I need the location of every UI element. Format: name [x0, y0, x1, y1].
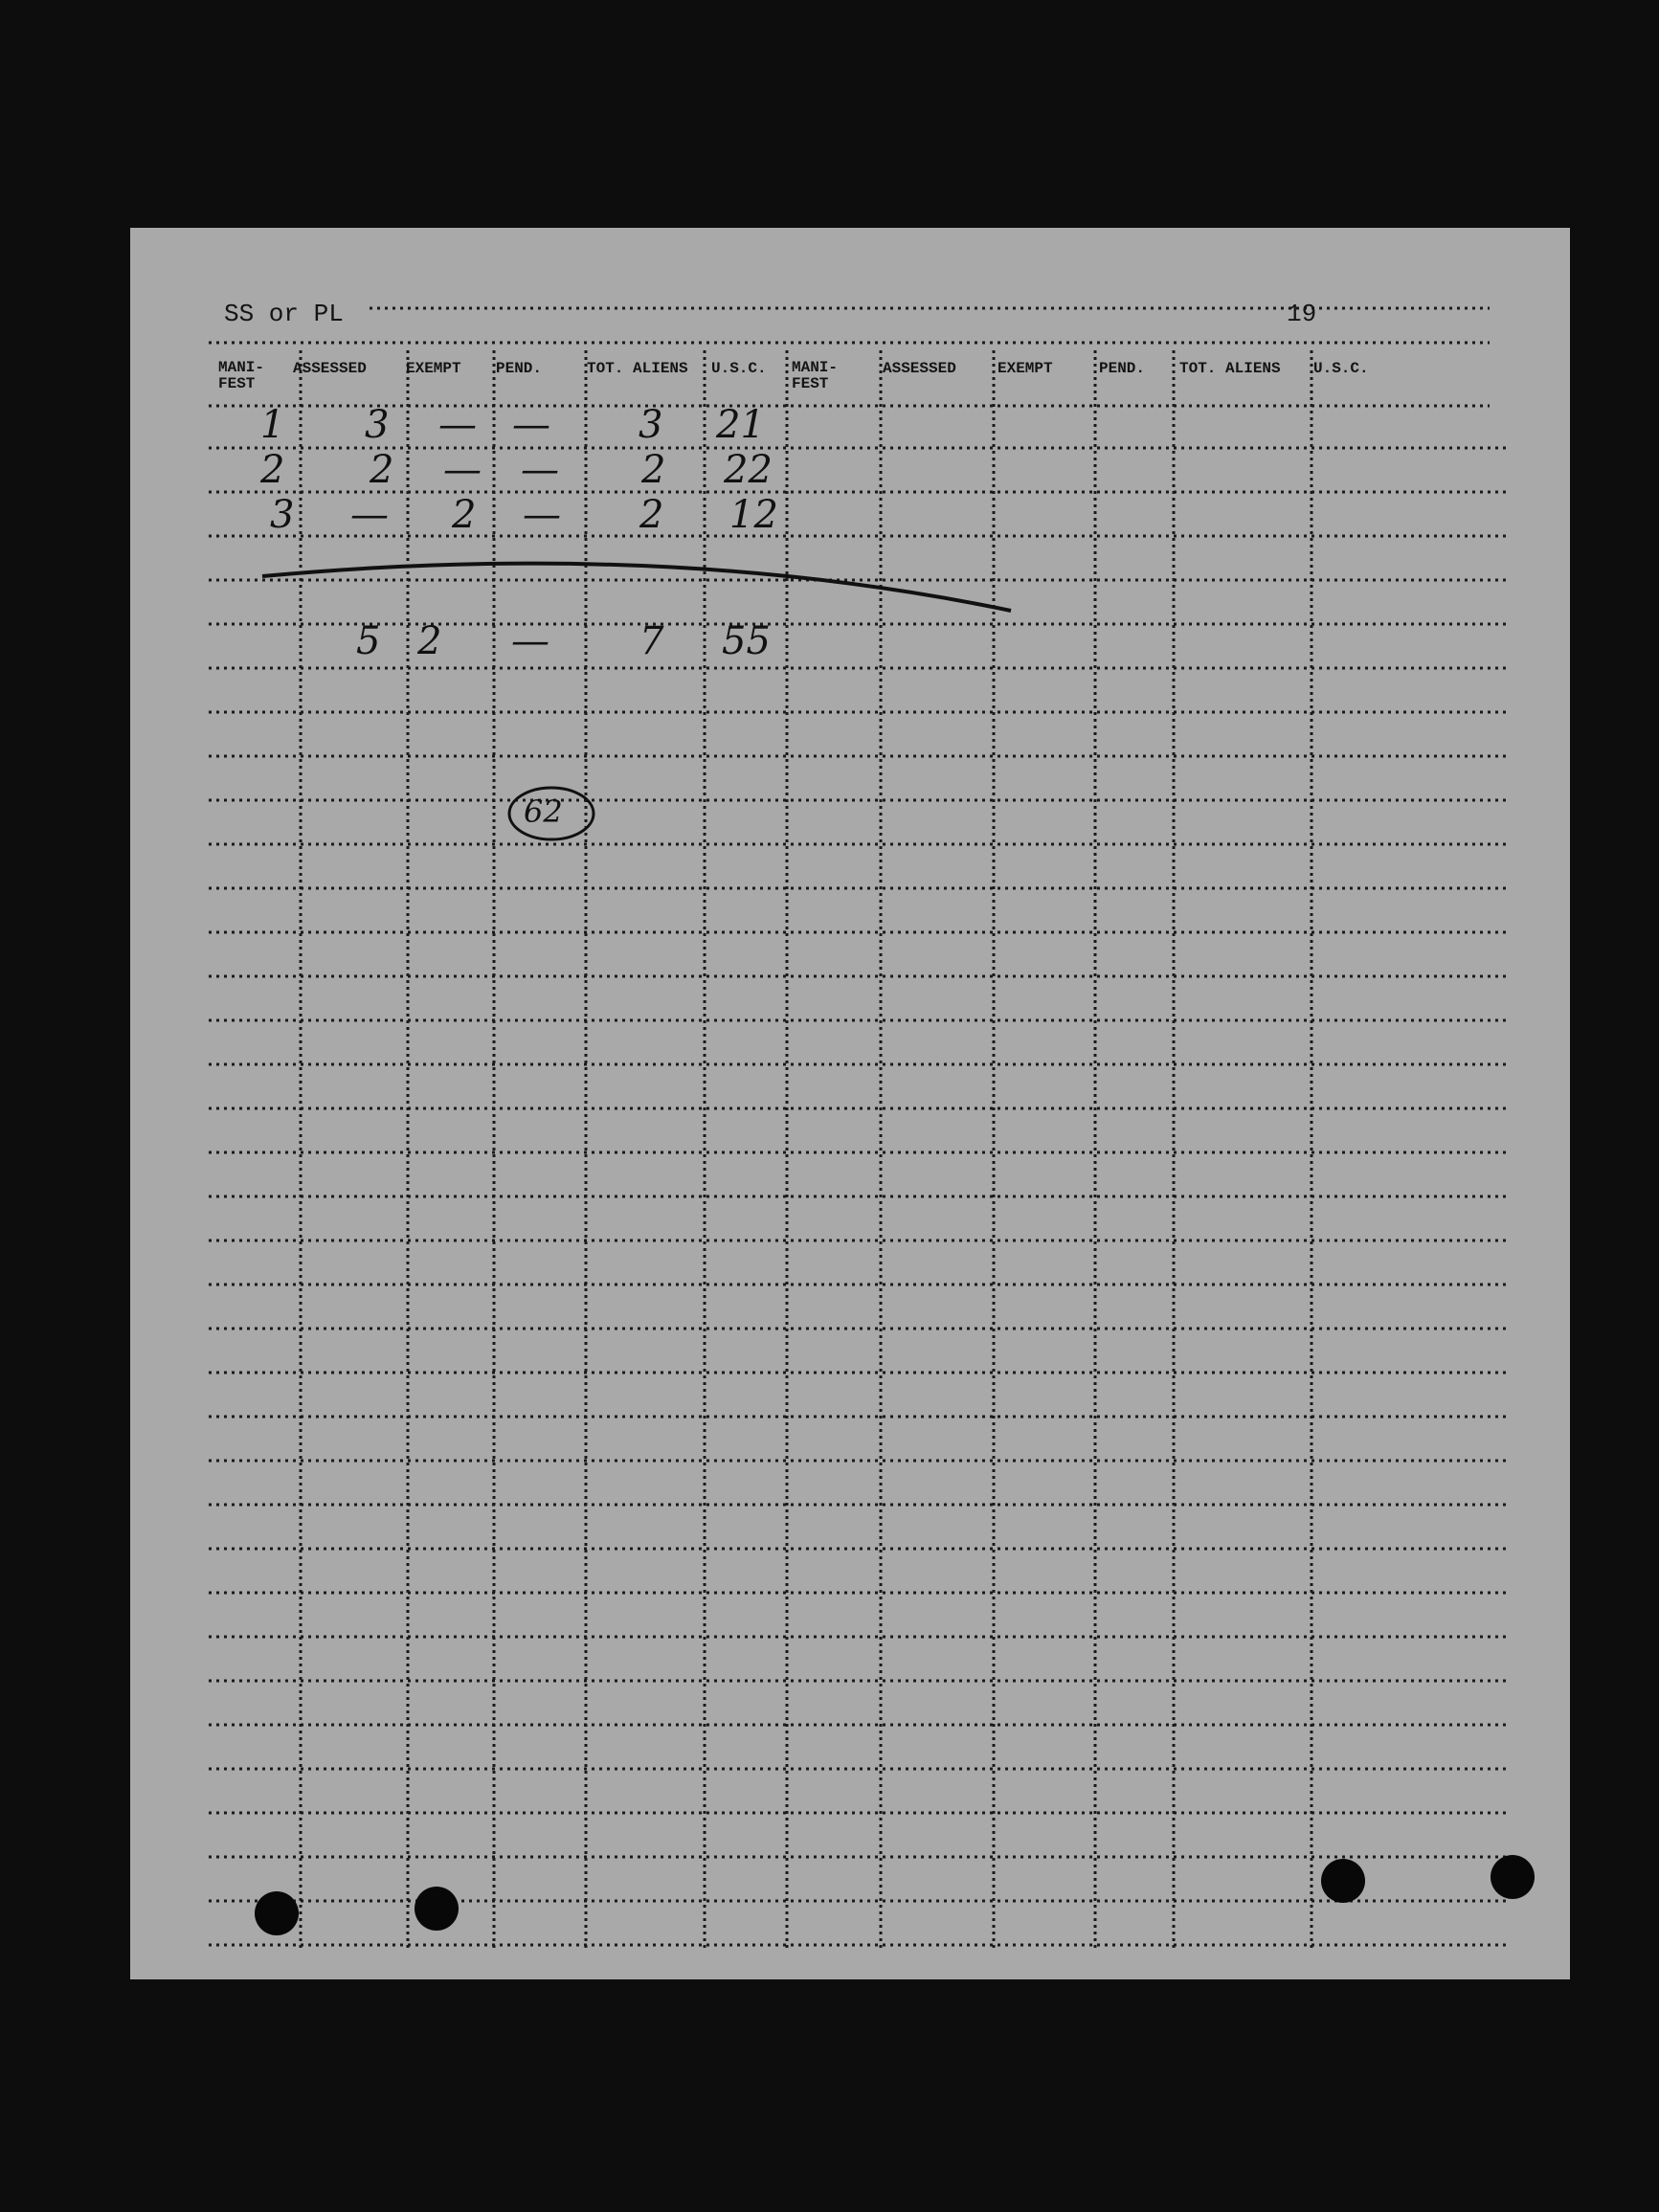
entry-2-exempt: —	[443, 448, 482, 492]
handwritten-separator-line	[262, 564, 1011, 611]
punch-hole	[1491, 1855, 1535, 1899]
col-header-tot-aliens-left: TOT. ALIENS	[587, 360, 688, 377]
col-header-usc-right: U.S.C.	[1313, 360, 1369, 377]
total-exempt: 2	[417, 619, 442, 663]
col-header-tot-aliens-right: TOT. ALIENS	[1179, 360, 1281, 377]
entry-2-tot-aliens: 2	[641, 448, 666, 492]
entry-3-pend: —	[523, 493, 561, 537]
col-header-usc-left: U.S.C.	[711, 360, 767, 377]
ss-or-pl-label: SS or PL	[224, 300, 344, 328]
form-sheet	[130, 228, 1570, 1979]
entry-3-exempt: 2	[452, 493, 477, 537]
punch-hole	[415, 1887, 459, 1931]
dotted-grid	[130, 228, 1570, 1979]
entry-2-usc: 22	[724, 448, 773, 492]
manifest-label: MANI- FEST	[218, 359, 265, 392]
entry-3-assessed: —	[350, 493, 389, 537]
grand-total: 62	[524, 793, 563, 830]
entry-1-manifest: 1	[260, 403, 285, 447]
entry-2-pend: —	[521, 448, 559, 492]
entry-1-tot-aliens: 3	[639, 403, 663, 447]
col-header-manifest-right	[792, 360, 838, 392]
entry-3-tot-aliens: 2	[639, 493, 664, 537]
entry-1-pend: —	[512, 403, 550, 447]
total-assessed: 5	[356, 619, 381, 663]
col-header-assessed-right: ASSESSED	[883, 360, 956, 377]
col-header-pend-left: PEND.	[496, 360, 543, 377]
entry-3-manifest: 3	[270, 493, 295, 537]
entry-1-assessed: 3	[365, 403, 390, 447]
col-header-manifest-left	[218, 360, 264, 392]
col-header-exempt-left: EXEMPT	[406, 360, 461, 377]
total-usc: 55	[722, 619, 771, 663]
entry-1-exempt: —	[438, 403, 477, 447]
entry-1-usc: 21	[716, 403, 765, 447]
col-header-pend-right: PEND.	[1099, 360, 1146, 377]
manifest-label: MANI- FEST	[792, 359, 839, 392]
punch-hole	[1321, 1859, 1365, 1903]
entry-3-usc: 12	[729, 493, 778, 537]
col-header-exempt-right: EXEMPT	[998, 360, 1053, 377]
punch-hole	[255, 1891, 299, 1935]
entry-2-assessed: 2	[370, 448, 394, 492]
year-label: 19	[1287, 300, 1317, 328]
total-pend: —	[511, 619, 549, 663]
entry-2-manifest: 2	[260, 448, 285, 492]
total-tot-aliens: 7	[639, 619, 664, 663]
col-header-assessed-left: ASSESSED	[293, 360, 367, 377]
